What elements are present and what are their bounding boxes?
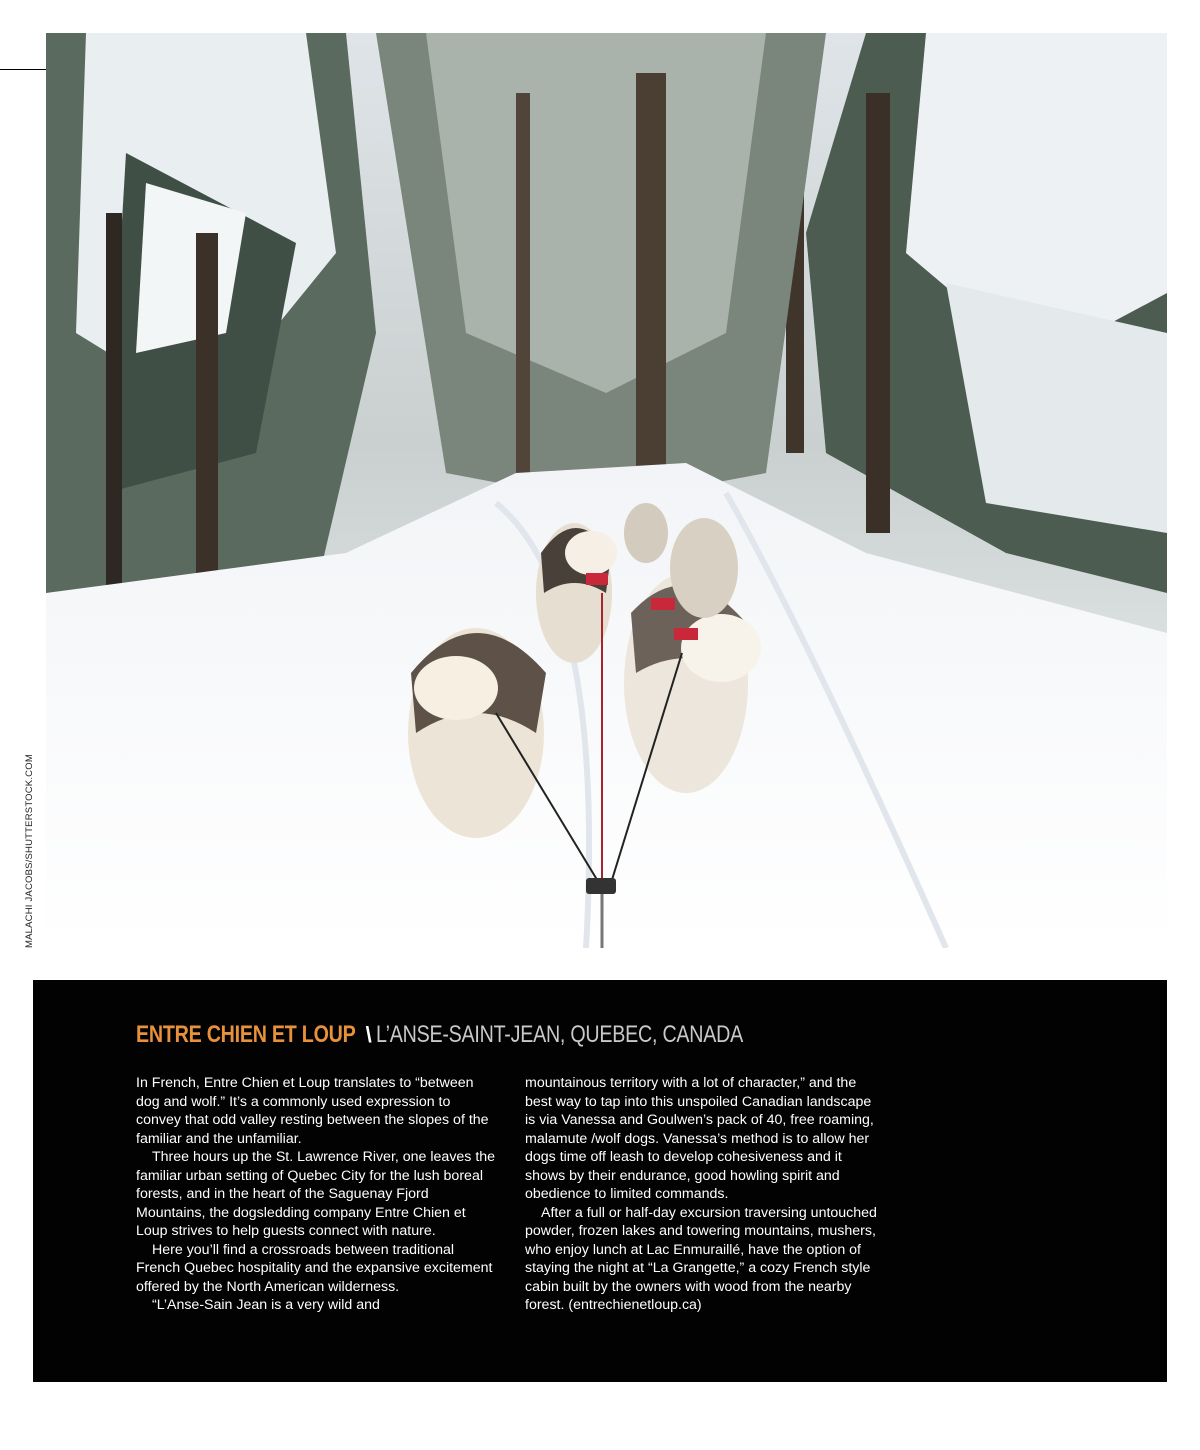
article-panel bbox=[33, 980, 1167, 1382]
paragraph: “L’Anse-Sain Jean is a very wild and bbox=[152, 1297, 380, 1313]
article-column-1 bbox=[136, 1074, 496, 1315]
paragraph: mountainous territory with a lot of character,” and the best way to tap into this unspoiled Canadian landscape is via Vanessa and Goulwen’s pack of 40, free roaming, malamute /wolf dogs. Vanessa’s method is to allow her dogs time off leash to develop cohesiveness and it shows by their endurance, good howling spirit and obedience to limited commands. bbox=[525, 1075, 874, 1202]
edge-rule bbox=[0, 69, 46, 70]
sled-dog-photo bbox=[46, 33, 1167, 948]
photo-credit: MALACHI JACOBS/SHUTTERSTOCK.COM bbox=[24, 754, 35, 948]
paragraph: After a full or half-day excursion traversing untouched powder, frozen lakes and towering mountains, mushers, who enjoy lunch at Lac Enmuraillé, have the option of staying the night at “La Grangette,” a cozy French style cabin built by the owners with wood from the nearby forest. (entrechienetloup.ca) bbox=[525, 1204, 877, 1313]
article-headline bbox=[136, 1020, 823, 1053]
paragraph: Three hours up the St. Lawrence River, one leaves the familiar urban setting of Quebec City for the lush boreal forests, and in the heart of the Saguenay Fjord Mountains, the dogsledding company Entre Chien et Loup strives to help guests connect with nature. bbox=[136, 1149, 496, 1239]
headline-separator: \ bbox=[365, 1022, 372, 1047]
article-column-2 bbox=[525, 1074, 885, 1315]
venue-location: L’ANSE-SAINT-JEAN, QUEBEC, CANADA bbox=[375, 1021, 743, 1048]
venue-name: ENTRE CHIEN ET LOUP bbox=[136, 1021, 356, 1048]
paragraph: In French, Entre Chien et Loup translates to “between dog and wolf.” It’s a commonly used expression to convey that odd valley resting between the slopes of the familiar and the unfamiliar. bbox=[136, 1075, 489, 1147]
sled-dog-scene bbox=[46, 33, 1167, 948]
paragraph: Here you’ll find a crossroads between traditional French Quebec hospitality and the expansive excitement offered by the North American wilderness. bbox=[136, 1241, 493, 1295]
